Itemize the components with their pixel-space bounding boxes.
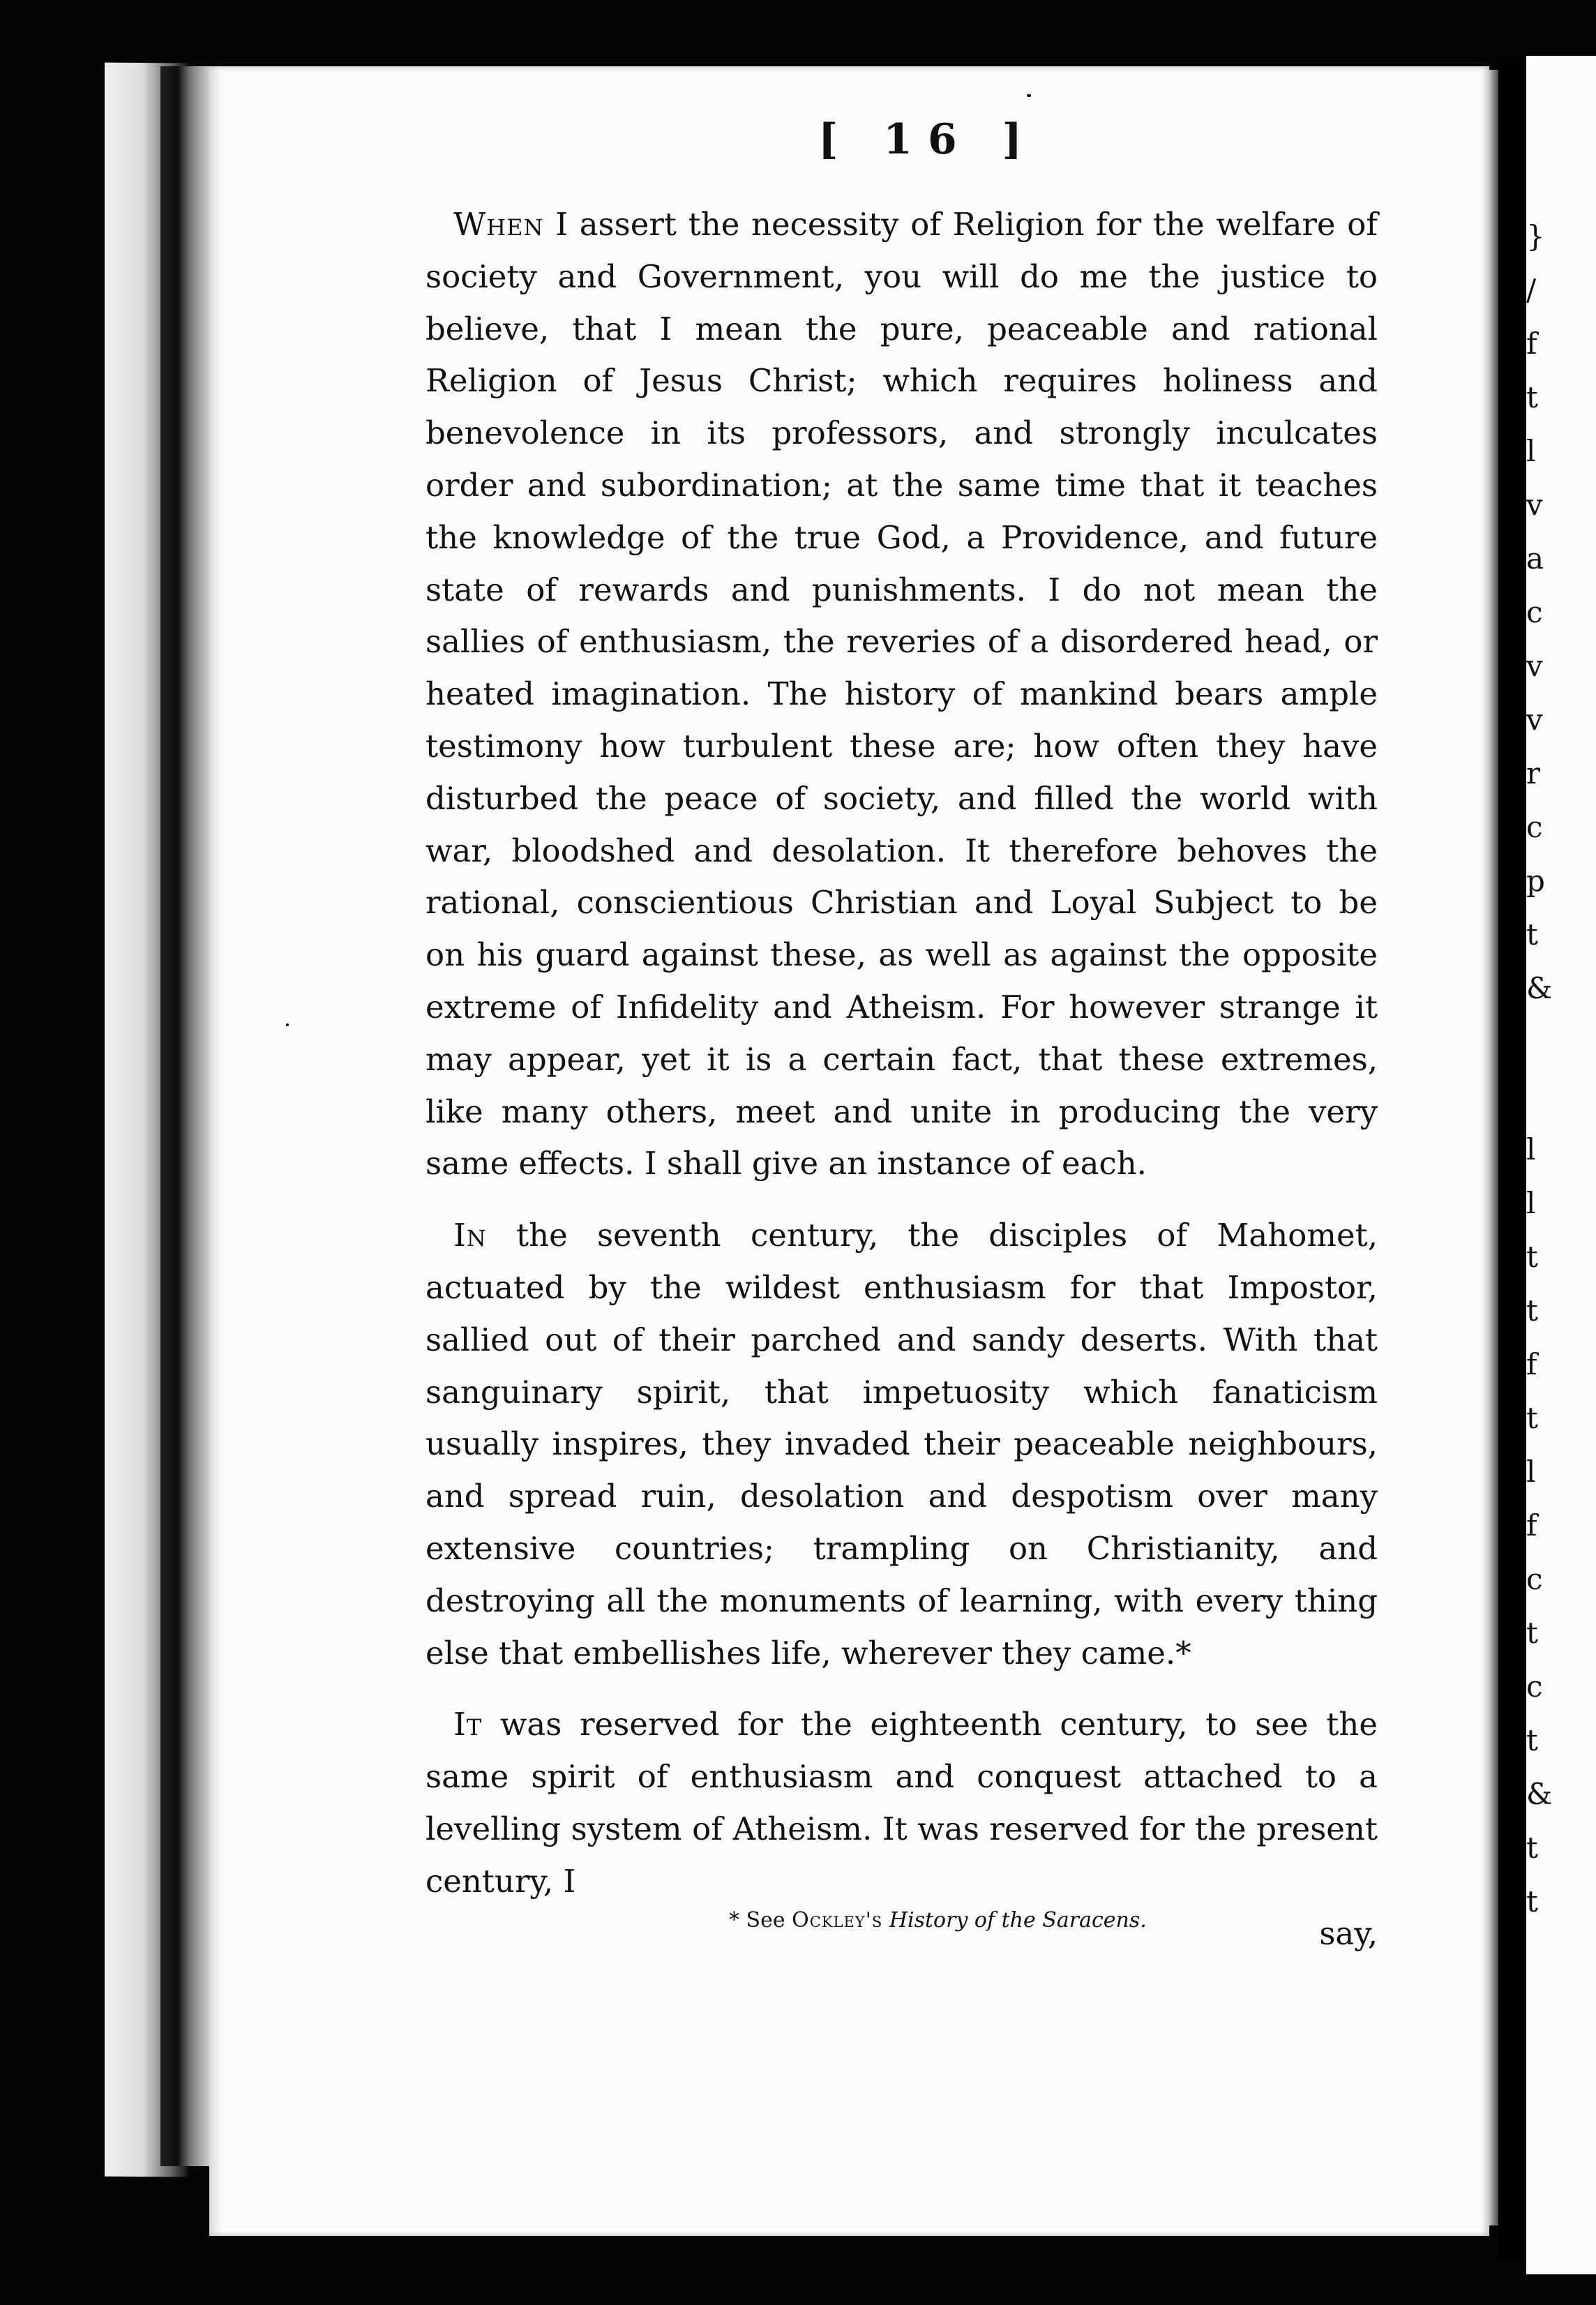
footnote (729, 1907, 1392, 1935)
paragraph-2 (426, 1210, 1378, 1679)
facing-page-strip (1526, 56, 1596, 2274)
scan-speck (1027, 94, 1031, 97)
footnote-prefix: * See (729, 1908, 785, 1932)
paragraph-3 (426, 1699, 1378, 1907)
paragraph-3-lead: It (453, 1706, 483, 1743)
facing-page-text-fragments: } / f t l v a c v v r c p t & l l t t f t l f c t c t & t t (1526, 219, 1553, 1919)
paragraph-1 (426, 199, 1378, 1190)
book-gutter (160, 66, 209, 2166)
catchword: say, (1319, 1914, 1378, 1952)
body-text (426, 199, 1378, 1960)
scan-speck (286, 1023, 289, 1026)
paragraph-2-text: the seventh century, the disciples of Mahomet, actuated by the wildest enthusiasm for that Impostor, sallied out of their parched and sandy deserts. With that sanguinary spirit, that impetuosity which fanaticism usually inspires, they invaded their peaceable neighbours, and spread ruin, desolation and despotism over many extensive countries; trampling on Christianity, and destroying all the monuments of learning, with every thing else that embellishes life, wherever they came.* (426, 1217, 1378, 1672)
page-content (209, 66, 1489, 2236)
paragraph-3-text: was reserved for the eighteenth century, to see the same spirit of enthusiasm and conquest attached to a levelling system of Atheism. It was reserved for the present century, I (426, 1706, 1378, 1900)
footnote-title: History of the Saracens. (889, 1908, 1147, 1932)
book-spine-shadow (1498, 63, 1526, 2260)
paragraph-1-text: I assert the necessity of Religion for the welfare of society and Government, you will do me the justice to believe, that I mean the pure, peaceable and rational Religion of Jesus Christ; which requires holiness and benevolence in its professors, and strongly inculcates order and subordination; at the same time that it teaches the knowledge of the true God, a Providence, and future state of rewards and punishments. I do not mean the sallies of enthusiasm, the reveries of a disordered head, or heated imagination. The history of mankind bears ample testimony how turbulent these are; how often they have disturbed the peace of society, and filled the world with war, bloodshed and desolation. It therefore behoves the rational, conscientious Christian and Loyal Subject to be on his guard against these, as well as against the opposite extreme of Infidelity and Atheism. For however strange it may appear, yet it is a certain fact, that these extremes, like many others, meet and unite in producing the very same effects. I shall give an instance of each. (426, 206, 1378, 1182)
paragraph-2-lead: In (453, 1217, 487, 1254)
page-number: [ 16 ] (818, 115, 1038, 164)
footnote-author: Ockley's (792, 1908, 883, 1932)
paragraph-1-lead: When (453, 206, 544, 243)
